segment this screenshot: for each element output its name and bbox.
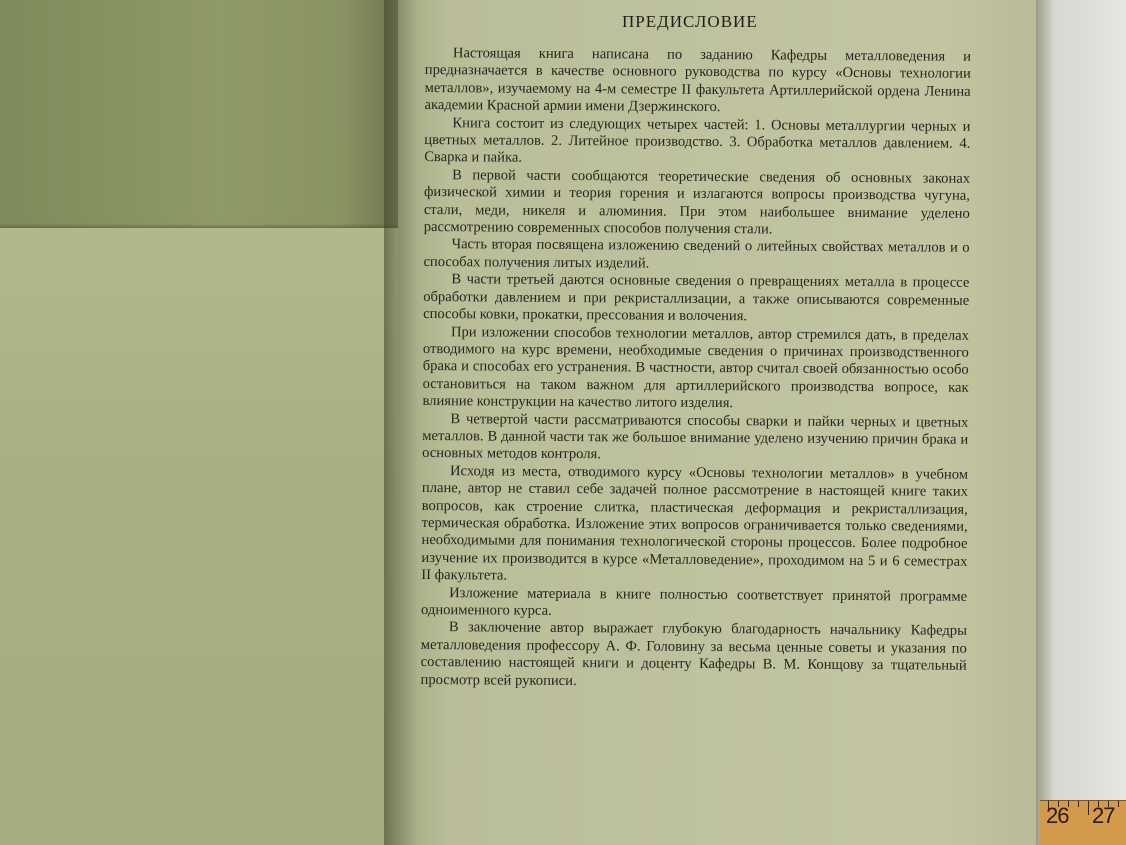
paragraph: Настоящая книга написана по заданию Кафедры металловедения и предназначается в качестве основного руководства по курсу «Основы технологии металлов», изучаемому на 4-м семестре II факультета Артиллерийской ордена Ленина академии Красной армии имени Дзержинского.	[424, 45, 971, 116]
paragraph: Книга состоит из следующих четырех частей: 1. Основы металлургии черных и цветных металлов. 2. Литейное производство. 3. Обработка металлов давлением. 4. Сварка и пайка.	[424, 114, 971, 167]
book-gutter-shadow	[384, 0, 418, 845]
paragraph: При изложении способов технологии металлов, автор стремился дать, в пределах отводимого на курс времени, необходимые сведения о причинах производственного брака и способах его устранения. В частности, автор считал своей обязанностью особо остановиться на таком важном для артиллерийского производства вопросе, как влияние конструкции на качество литого изделия.	[422, 323, 970, 412]
desk-background	[1036, 0, 1126, 845]
paragraph: В заключение автор выражает глубокую благодарность начальнику Кафедры металловедения профессору А. Ф. Головину за весьма ценные советы и указания по составлению настоящей книги и доценту Кафедры В. М. Конщову за тщательный просмотр всей рукописи.	[420, 619, 967, 689]
paragraph: В части третьей даются основные сведения о превращениях металла в процессе обработки давлением и при рекристаллизации, а также описываются современные способы ковки, прокатки, прессования и волочения.	[423, 271, 970, 325]
ruler	[1040, 800, 1126, 845]
paragraph: Изложение материала в книге полностью соответствует принятой программе одноименного курса.	[420, 584, 968, 619]
preface-text	[421, 45, 971, 693]
paragraph: Часть вторая посвящена изложению сведений о литейных свойствах металлов и о способах получения литых изделий.	[423, 236, 970, 272]
paragraph: В четвертой части рассматриваются способы сварки и пайки черных и цветных металлов. В данной части так же большое внимание уделено изучению причин брака и основных методов контроля.	[422, 410, 969, 463]
ruler-label-26: 26	[1046, 803, 1069, 828]
ruler-label-27: 27	[1092, 803, 1115, 828]
paragraph: В первой части сообщаются теоретические сведения об основных законах физической химии и теория горения и излагаются вопросы производства чугуна, стали, меди, никеля и алюминия. При этом наибольшее внимание уделено рассмотрению современных способов получения стали.	[423, 167, 971, 238]
paragraph: Исходя из места, отводимого курсу «Основы технологии металлов» в учебном плане, автор не ставил себе задачей полное рассмотрение в настоящей книге таких вопросов, как строение слитка, пластическая деформация и рекристаллизация, термическая обработка. Изложение этих вопросов ограничивается только сведениями, необходимыми для понимания технологической стороны процессов. Более подробное изучение их производится в курсе «Металловедение», проходимом на 5 и 6 семестрах II факультета.	[421, 462, 969, 584]
left-page-flap	[0, 228, 398, 845]
page-heading: ПРЕДИСЛОВИЕ	[622, 12, 758, 31]
